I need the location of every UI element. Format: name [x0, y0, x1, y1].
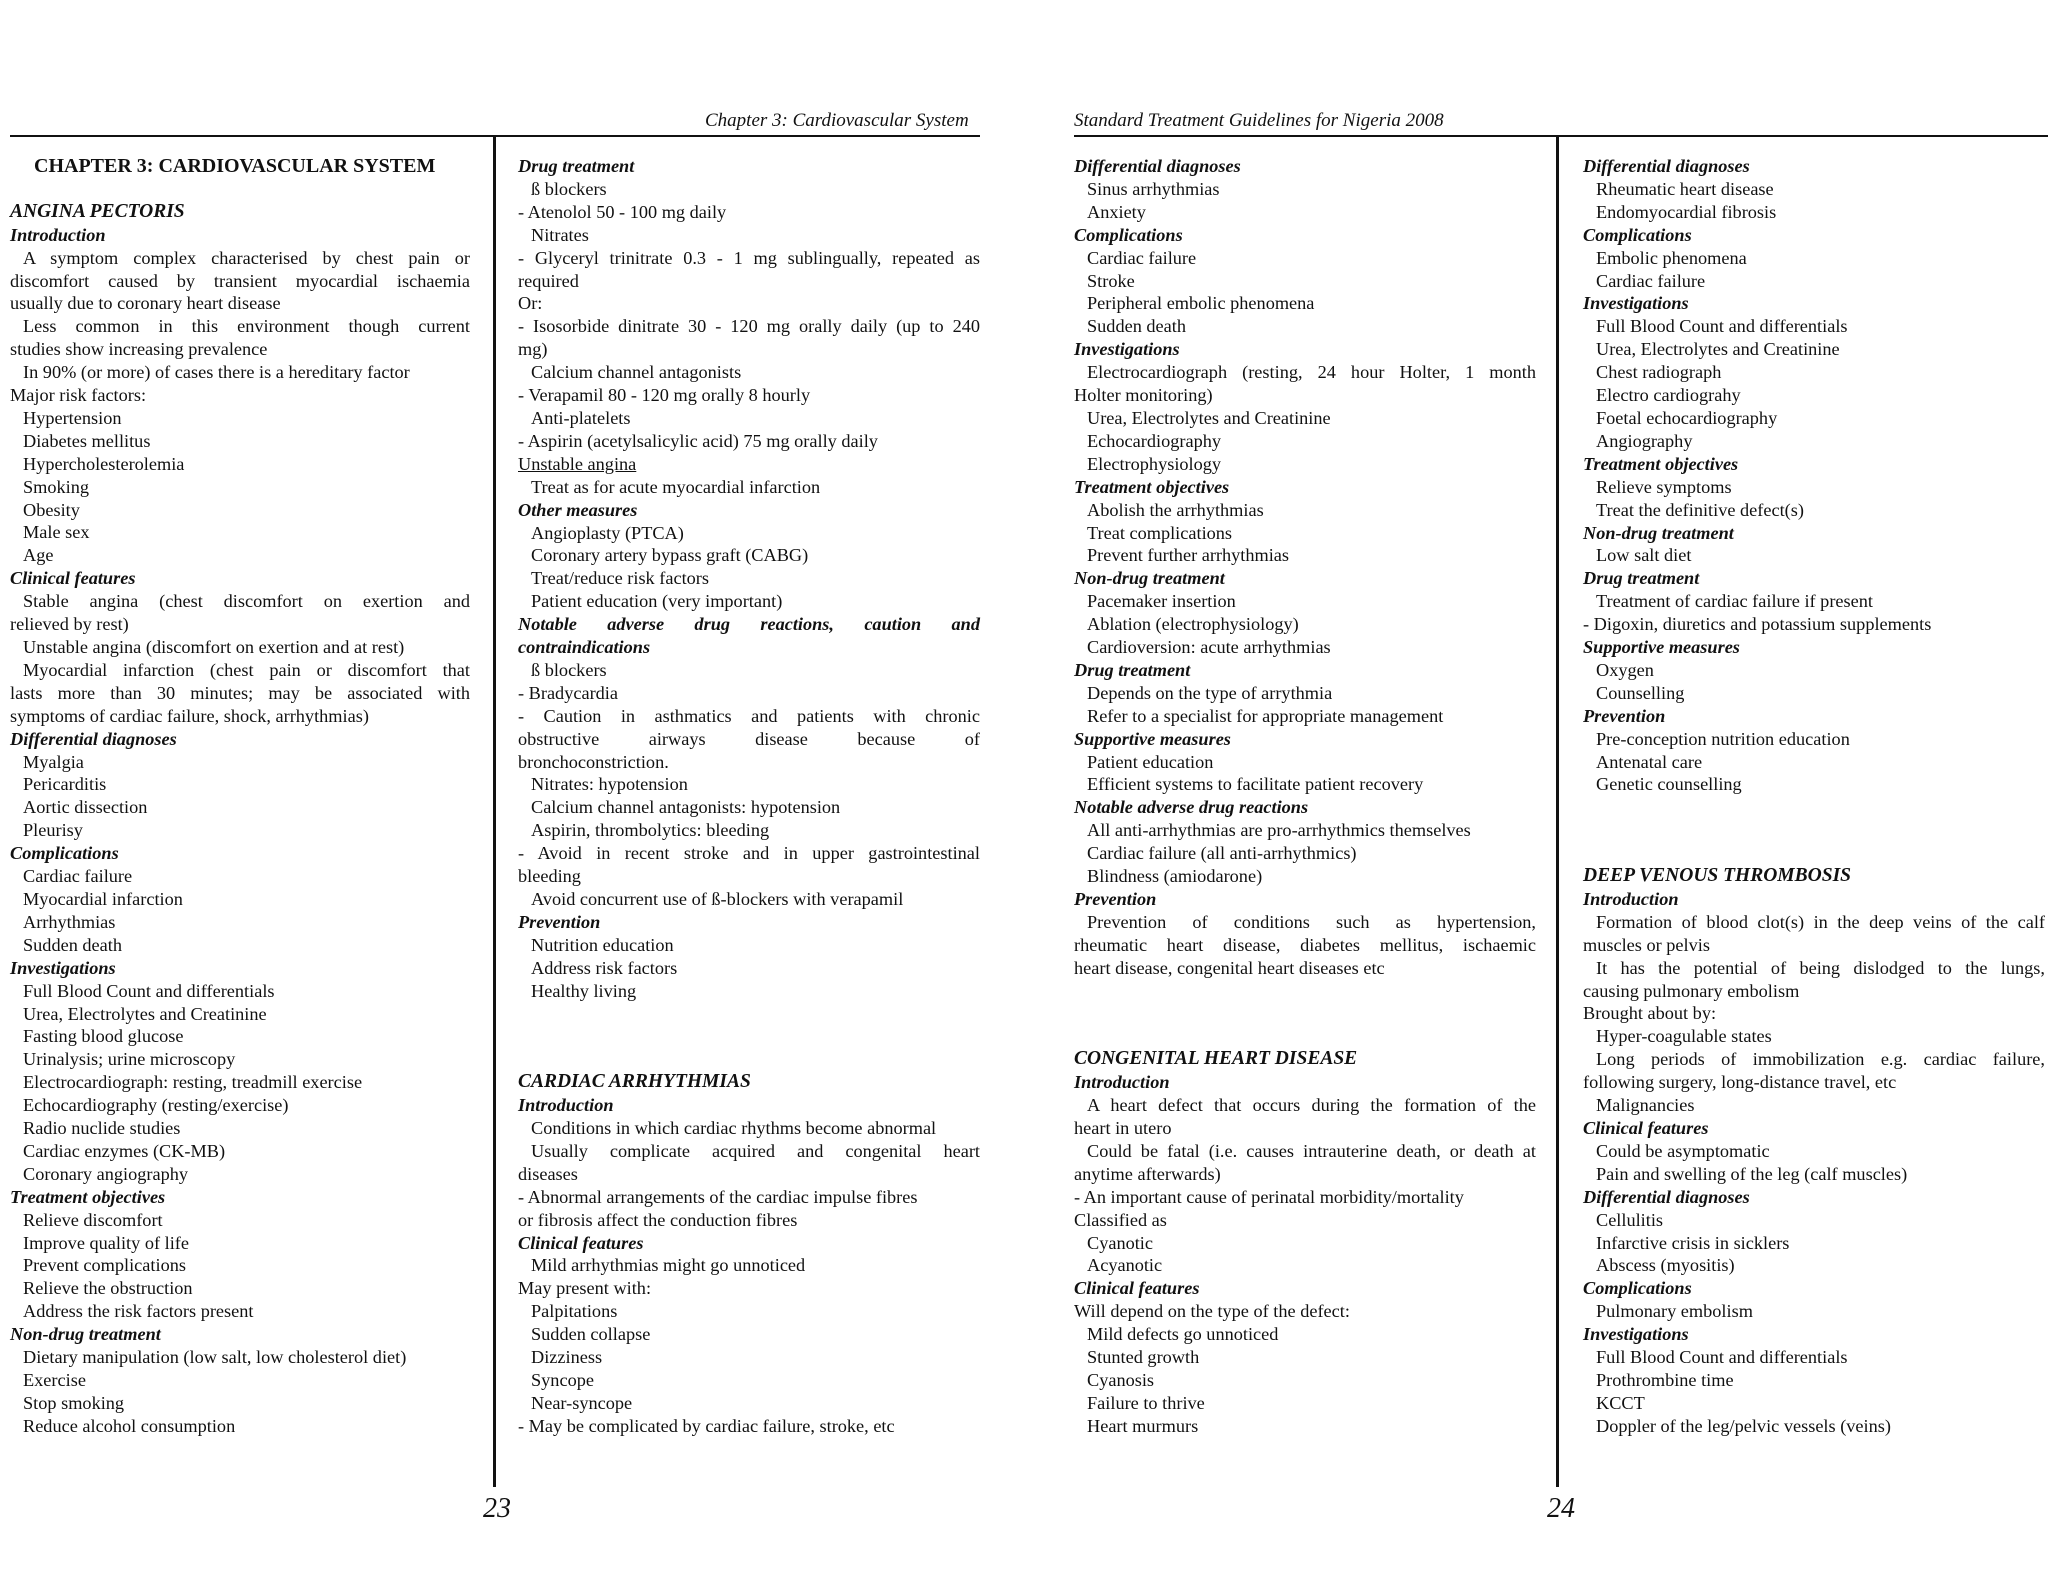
text-line: Treat complications	[1087, 522, 1233, 543]
text-line: Dietary manipulation (low salt, low cholesterol diet)	[23, 1347, 407, 1368]
text-line: Cyanosis	[1087, 1369, 1155, 1390]
text-line: Sudden collapse	[531, 1324, 651, 1345]
text-line: Hyper-coagulable states	[1596, 1026, 1772, 1047]
text-line: ß blockers	[531, 659, 607, 680]
text-line: Stunted growth	[1087, 1347, 1200, 1368]
text-line: Pericarditis	[23, 774, 107, 795]
text-line: Full Blood Count and differentials	[1596, 316, 1848, 337]
text-line: Angioplasty (PTCA)	[531, 522, 684, 543]
text-line: Pacemaker insertion	[1087, 591, 1236, 612]
text-line: May present with:	[518, 1278, 652, 1299]
subheading: Complications	[1074, 224, 1183, 245]
text-line: Ablation (electrophysiology)	[1087, 614, 1299, 635]
subheading: Differential diagnoses	[1074, 156, 1241, 176]
section-title: ANGINA PECTORIS	[10, 200, 185, 222]
text-line: Age	[23, 545, 54, 566]
spacer	[518, 1003, 980, 1026]
text-line: Counselling	[1596, 682, 1685, 703]
text-line: Cardiac failure	[23, 866, 133, 887]
subheading: Non-drug treatment	[1074, 568, 1225, 589]
text-line: Sudden death	[23, 934, 123, 955]
section-title: DEEP VENOUS THROMBOSIS	[1583, 865, 1852, 887]
text-line: Prevent further arrhythmias	[1087, 545, 1290, 566]
text-line: Pleurisy	[23, 820, 83, 841]
subheading: Supportive measures	[1583, 637, 1740, 658]
text-line: Nitrates: hypotension	[531, 774, 688, 795]
text-line: Myalgia	[23, 751, 84, 772]
text-line: - Caution in asthmatics and patients with chronic	[518, 705, 980, 726]
text-line: causing pulmonary embolism	[1583, 980, 1800, 1001]
text-line: Fasting blood glucose	[23, 1026, 184, 1047]
subheading: Introduction	[10, 224, 106, 245]
subheading: Clinical features	[1074, 1278, 1200, 1299]
subheading: Clinical features	[1583, 1118, 1709, 1139]
subheading: Investigations	[1074, 339, 1180, 360]
text-line: Cardiac failure	[1596, 270, 1706, 291]
text-line: rheumatic heart disease, diabetes mellitus, ischaemic	[1074, 934, 1536, 955]
subheading: Notable adverse drug reactions, caution and	[518, 614, 980, 635]
text-line: Cyanotic	[1087, 1232, 1154, 1253]
text-line: - Aspirin (acetylsalicylic acid) 75 mg orally daily	[518, 430, 878, 451]
text-line: Nutrition education	[531, 934, 674, 955]
text-line: Arrhythmias	[23, 911, 116, 932]
text-line: Cardiac failure (all anti-arrhythmics)	[1087, 843, 1357, 864]
text-line: Electro cardiograhy	[1596, 385, 1741, 406]
text-line: Urea, Electrolytes and Creatinine	[23, 1003, 267, 1024]
subheading: Differential diagnoses	[1583, 156, 1750, 176]
text-line: Treat/reduce risk factors	[531, 568, 710, 589]
column-divider-right	[1556, 137, 1559, 1487]
header-rule-right	[1074, 135, 2048, 137]
text-line: bronchoconstriction.	[518, 751, 669, 772]
column-divider-left	[493, 137, 496, 1487]
text-line: - Bradycardia	[518, 682, 618, 703]
text-line: Could be fatal (i.e. causes intrauterine death, or death at	[1087, 1140, 1536, 1161]
subheading: Prevention	[1583, 705, 1666, 726]
subheading: Drug treatment	[518, 156, 635, 176]
text-line: Syncope	[531, 1369, 594, 1390]
text-line: Myocardial infarction	[23, 888, 183, 909]
text-line: anytime afterwards)	[1074, 1163, 1221, 1184]
text-line: Patient education (very important)	[531, 591, 783, 612]
text-line: Usually complicate acquired and congenital heart	[531, 1140, 980, 1161]
subheading: Investigations	[10, 957, 116, 978]
text-line: heart in utero	[1074, 1118, 1172, 1139]
text-line: Electrophysiology	[1087, 453, 1222, 474]
text-line: bleeding	[518, 866, 581, 887]
text-line: Treat the definitive defect(s)	[1596, 499, 1804, 520]
text-line: Foetal echocardiography	[1596, 407, 1778, 428]
text-line: Formation of blood clot(s) in the deep veins of the calf	[1596, 911, 2045, 932]
text-line: Acyanotic	[1087, 1255, 1163, 1276]
text-line: Antenatal care	[1596, 751, 1703, 772]
text-line: Brought about by:	[1583, 1003, 1717, 1024]
text-line: - Digoxin, diuretics and potassium supplements	[1583, 614, 1932, 635]
subheading: Introduction	[518, 1095, 614, 1116]
text-line: Echocardiography	[1087, 430, 1222, 451]
subheading: contraindications	[518, 637, 651, 658]
subheading: Other measures	[518, 499, 638, 520]
text-line: Hypertension	[23, 407, 122, 428]
text-line: Patient education	[1087, 751, 1214, 772]
text-line: - Verapamil 80 - 120 mg orally 8 hourly	[518, 385, 811, 406]
subheading: Supportive measures	[1074, 728, 1231, 749]
text-line: Aspirin, thrombolytics: bleeding	[531, 820, 770, 841]
text-line: Smoking	[23, 476, 90, 497]
text-line: diseases	[518, 1163, 578, 1184]
text-line: - Abnormal arrangements of the cardiac impulse fibres	[518, 1186, 918, 1207]
text-line: All anti-arrhythmias are pro-arrhythmics themselves	[1087, 820, 1471, 841]
text-line: Mild arrhythmias might go unnoticed	[531, 1255, 806, 1276]
text-line: Rheumatic heart disease	[1596, 178, 1774, 199]
text-line: Malignancies	[1596, 1095, 1695, 1116]
text-line: Efficient systems to facilitate patient recovery	[1087, 774, 1424, 795]
text-line: Chest radiograph	[1596, 362, 1722, 383]
text-line: Urea, Electrolytes and Creatinine	[1087, 407, 1331, 428]
text-line: Infarctive crisis in sicklers	[1596, 1232, 1790, 1253]
text-line: Electrocardiograph (resting, 24 hour Holter, 1 month	[1087, 362, 1536, 383]
text-line: Aortic dissection	[23, 797, 148, 818]
spacer	[10, 178, 470, 201]
text-line: Improve quality of life	[23, 1232, 190, 1253]
text-line: Urinalysis; urine microscopy	[23, 1049, 236, 1070]
text-line: Angiography	[1596, 430, 1693, 451]
text-line: Calcium channel antagonists	[531, 362, 742, 383]
text-line: Calcium channel antagonists: hypotension	[531, 797, 841, 818]
text-line: Blindness (amiodarone)	[1087, 866, 1263, 887]
spacer	[1074, 980, 1536, 1003]
text-line: Radio nuclide studies	[23, 1118, 181, 1139]
subheading: Complications	[1583, 1278, 1692, 1299]
text-line: Address risk factors	[531, 957, 678, 978]
text-line: Near-syncope	[531, 1392, 633, 1413]
text-line: Urea, Electrolytes and Creatinine	[1596, 339, 1840, 360]
subheading: Differential diagnoses	[10, 728, 177, 749]
text-line: Prothrombine time	[1596, 1369, 1734, 1390]
subheading: Introduction	[1074, 1072, 1170, 1093]
text-line: Abscess (myositis)	[1596, 1255, 1735, 1276]
spacer	[518, 1025, 980, 1048]
text-line: Hypercholesterolemia	[23, 453, 185, 474]
text-line: Pre-conception nutrition education	[1596, 728, 1850, 749]
text-line: - Atenolol 50 - 100 mg daily	[518, 201, 727, 222]
page-24-column-2	[1583, 155, 2045, 1438]
subheading: Complications	[10, 843, 119, 864]
text-line: or fibrosis affect the conduction fibres	[518, 1209, 798, 1230]
text-line: Full Blood Count and differentials	[23, 980, 275, 1001]
section-title: CONGENITAL HEART DISEASE	[1074, 1048, 1358, 1070]
text-line: ß blockers	[531, 178, 607, 199]
text-line: relieved by rest)	[10, 614, 129, 635]
text-line: Holter monitoring)	[1074, 385, 1213, 406]
text-line: Genetic counselling	[1596, 774, 1742, 795]
running-header-right: Standard Treatment Guidelines for Nigeria 2008	[1074, 110, 1444, 131]
text-line: Obesity	[23, 499, 80, 520]
text-line: Cardioversion: acute arrhythmias	[1087, 637, 1331, 658]
running-header-left: Chapter 3: Cardiovascular System	[705, 110, 969, 131]
page-number-left: 23	[483, 1493, 511, 1524]
subheading: Clinical features	[518, 1232, 644, 1253]
text-line: - An important cause of perinatal morbidity/mortality	[1074, 1186, 1464, 1207]
text-line: Male sex	[23, 522, 90, 543]
text-line: Embolic phenomena	[1596, 247, 1747, 268]
subheading: Drug treatment	[1583, 568, 1700, 589]
text-line: Heart murmurs	[1087, 1415, 1199, 1436]
spacer	[1074, 1003, 1536, 1026]
text-line: Oxygen	[1596, 659, 1654, 680]
subheading: Non-drug treatment	[1583, 522, 1734, 543]
text-line: Healthy living	[531, 980, 637, 1001]
section-title: CARDIAC ARRHYTHMIAS	[518, 1071, 751, 1093]
subheading: Treatment objectives	[1074, 476, 1230, 497]
text-line: Anxiety	[1087, 201, 1146, 222]
text-line: Electrocardiograph: resting, treadmill exercise	[23, 1072, 363, 1093]
text-line: discomfort caused by transient myocardial ischaemia	[10, 270, 470, 291]
text-line: Relieve the obstruction	[23, 1278, 193, 1299]
text-line: Abolish the arrhythmias	[1087, 499, 1264, 520]
subheading: Prevention	[1074, 889, 1157, 909]
text-line: Coronary angiography	[23, 1163, 188, 1184]
text-line: Stroke	[1087, 270, 1135, 291]
text-line: Could be asymptomatic	[1596, 1140, 1770, 1161]
text-line: Treatment of cardiac failure if present	[1596, 591, 1873, 612]
text-line: KCCT	[1596, 1392, 1645, 1413]
text-line: Diabetes mellitus	[23, 430, 151, 451]
text-line: Relieve symptoms	[1596, 476, 1732, 497]
text-line: Sudden death	[1087, 316, 1187, 337]
text-line: Or:	[518, 293, 543, 314]
chapter-title: CHAPTER 3: CARDIOVASCULAR SYSTEM	[34, 155, 436, 177]
text-line: Sinus arrhythmias	[1087, 178, 1220, 199]
text-line: Pulmonary embolism	[1596, 1301, 1753, 1322]
text-line: lasts more than 30 minutes; may be associated with	[10, 682, 470, 703]
text-line: - Isosorbide dinitrate 30 - 120 mg orally daily (up to 240	[518, 316, 980, 337]
text-line: Coronary artery bypass graft (CABG)	[531, 545, 809, 566]
text-line: Cardiac failure	[1087, 247, 1197, 268]
subheading: Drug treatment	[1074, 659, 1191, 680]
subheading: Clinical features	[10, 568, 136, 589]
text-line: Prevention of conditions such as hypertension,	[1087, 911, 1536, 932]
text-line: following surgery, long-distance travel, etc	[1583, 1072, 1897, 1093]
text-line: Cardiac enzymes (CK-MB)	[23, 1140, 226, 1161]
text-line: Classified as	[1074, 1209, 1167, 1230]
page-number-right: 24	[1547, 1493, 1575, 1524]
subheading: Treatment objectives	[1583, 453, 1739, 474]
text-line: Full Blood Count and differentials	[1596, 1347, 1848, 1368]
subheading: Differential diagnoses	[1583, 1186, 1750, 1207]
text-line: Exercise	[23, 1370, 86, 1391]
text-line: Refer to a specialist for appropriate management	[1087, 705, 1444, 726]
text-line: heart disease, congenital heart diseases etc	[1074, 957, 1385, 978]
text-line: - May be complicated by cardiac failure, stroke, etc	[518, 1415, 895, 1436]
text-line: A symptom complex characterised by chest pain or	[23, 247, 470, 268]
subheading: Investigations	[1583, 293, 1689, 314]
text-line: Stop smoking	[23, 1392, 125, 1413]
subheading: Notable adverse drug reactions	[1074, 797, 1309, 818]
text-line: Will depend on the type of the defect:	[1074, 1301, 1350, 1322]
text-line: Nitrates	[531, 224, 589, 245]
text-line: A heart defect that occurs during the formation of the	[1087, 1095, 1536, 1116]
subheading: Non-drug treatment	[10, 1324, 161, 1345]
text-line: Depends on the type of arrythmia	[1087, 682, 1333, 703]
text-line: Conditions in which cardiac rhythms become abnormal	[531, 1118, 937, 1139]
text-line: Anti-platelets	[531, 407, 631, 428]
spacer	[1074, 1025, 1536, 1048]
spacer	[1583, 796, 2045, 819]
text-line: Unstable angina (discomfort on exertion and at rest)	[23, 637, 405, 658]
text-line: Myocardial infarction (chest pain or discomfort that	[23, 659, 470, 680]
subheading: Introduction	[1583, 888, 1679, 909]
text-line: Unstable angina	[518, 453, 637, 474]
subheading: Prevention	[518, 911, 601, 932]
text-line: Endomyocardial fibrosis	[1596, 201, 1777, 222]
text-line: - Avoid in recent stroke and in upper gastrointestinal	[518, 843, 980, 864]
text-line: Treat as for acute myocardial infarction	[531, 476, 821, 497]
subheading: Investigations	[1583, 1324, 1689, 1345]
text-line: Cellulitis	[1596, 1209, 1664, 1230]
text-line: Avoid concurrent use of ß-blockers with verapamil	[531, 889, 904, 909]
text-line: mg)	[518, 339, 548, 360]
text-line: Dizziness	[531, 1347, 603, 1368]
text-line: It has the potential of being dislodged to the lungs,	[1596, 957, 2045, 978]
text-line: Peripheral embolic phenomena	[1087, 293, 1315, 314]
text-line: Relieve discomfort	[23, 1209, 163, 1230]
text-line: Stable angina (chest discomfort on exertion and	[23, 591, 470, 612]
text-line: Failure to thrive	[1087, 1392, 1205, 1413]
text-line: Echocardiography (resting/exercise)	[23, 1095, 289, 1116]
text-line: - Glyceryl trinitrate 0.3 - 1 mg sublingually, repeated as	[518, 247, 980, 268]
page-24-column-1	[1074, 155, 1536, 1438]
text-line: symptoms of cardiac failure, shock, arrhythmias)	[10, 705, 369, 726]
text-line: Prevent complications	[23, 1255, 186, 1276]
spacer	[1583, 842, 2045, 865]
text-line: Reduce alcohol consumption	[23, 1415, 236, 1436]
text-line: Long periods of immobilization e.g. cardiac failure,	[1596, 1049, 2045, 1070]
text-line: required	[518, 270, 579, 291]
text-line: usually due to coronary heart disease	[10, 293, 281, 314]
text-line: Palpitations	[531, 1301, 618, 1322]
text-line: Address the risk factors present	[23, 1301, 254, 1322]
text-line: Doppler of the leg/pelvic vessels (veins)	[1596, 1415, 1891, 1436]
text-line: In 90% (or more) of cases there is a hereditary factor	[23, 362, 410, 383]
text-line: Mild defects go unnoticed	[1087, 1324, 1279, 1345]
text-line: muscles or pelvis	[1583, 934, 1710, 955]
text-line: Pain and swelling of the leg (calf muscles)	[1596, 1163, 1908, 1184]
text-line: Less common in this environment though current	[23, 316, 470, 337]
text-line: Low salt diet	[1596, 545, 1692, 566]
subheading: Complications	[1583, 224, 1692, 245]
page-23-column-2	[518, 155, 980, 1438]
text-line: obstructive airways disease because of	[518, 728, 980, 749]
spacer	[518, 1048, 980, 1071]
page-23-column-1	[10, 155, 470, 1438]
text-line: Major risk factors:	[10, 385, 147, 406]
text-line: studies show increasing prevalence	[10, 339, 268, 360]
subheading: Treatment objectives	[10, 1186, 166, 1207]
spacer	[1583, 819, 2045, 842]
